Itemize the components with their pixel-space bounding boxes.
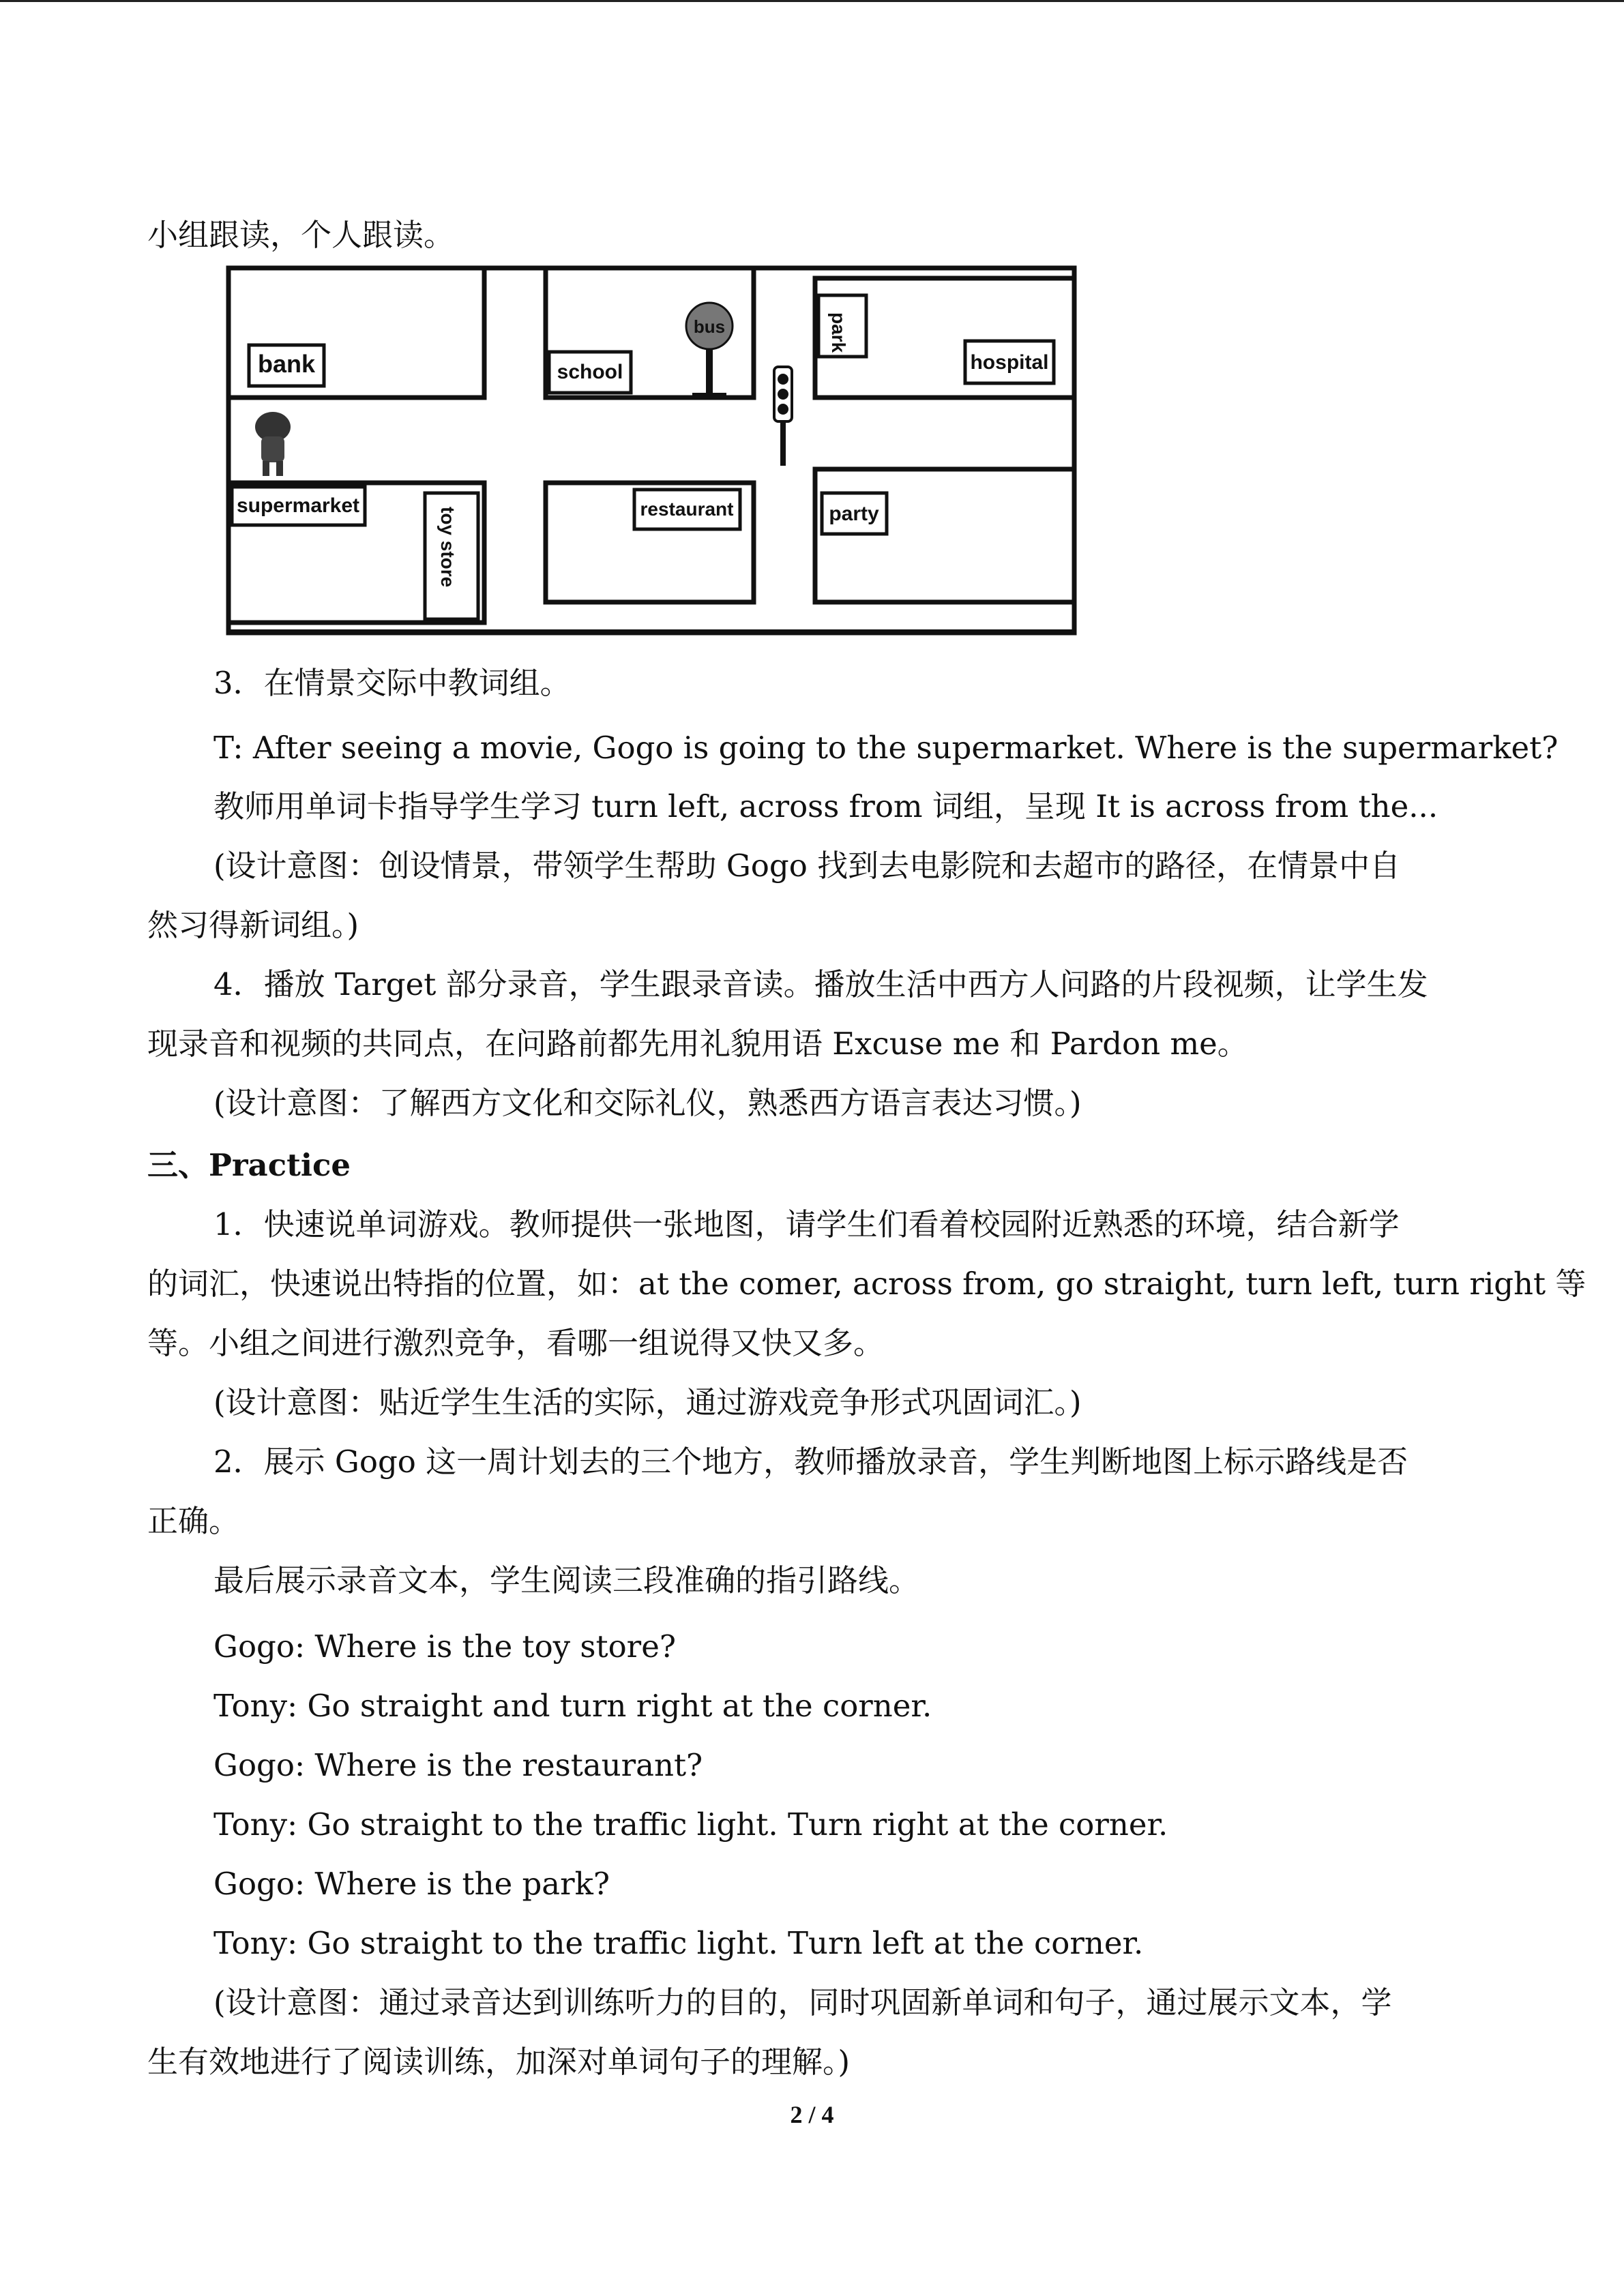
label-party: party [829, 503, 879, 525]
dialogue-line: Tony: Go straight to the traffic light. Turn left at the corner. [213, 1925, 1144, 1961]
top-border [0, 0, 1624, 2]
bus-stop-pole [706, 349, 713, 397]
paragraph-line: 最后展示录音文本，学生阅读三段准确的指引路线。 [213, 1562, 920, 1598]
section-heading: 三、Practice [147, 1147, 351, 1183]
paragraph-line: 2．展示 Gogo 这一周计划去的三个地方，教师播放录音，学生判断地图上标示路线是否 [213, 1444, 1408, 1480]
label-hospital: hospital [970, 351, 1049, 374]
paragraph-line: (设计意图：了解西方文化和交际礼仪，熟悉西方语言表达习惯。) [213, 1085, 1082, 1121]
paragraph-line: 然习得新词组。) [147, 907, 359, 943]
label-supermarket: supermarket [236, 494, 360, 517]
label-bank: bank [257, 350, 316, 378]
paragraph-line: (设计意图：创设情景，带领学生帮助 Gogo 找到去电影院和去超市的路径，在情景中自 [213, 848, 1401, 884]
label-park: park [828, 312, 849, 353]
bus-stop-base [692, 393, 726, 398]
paragraph-line: 生有效地进行了阅读训练，加深对单词句子的理解。) [147, 2044, 851, 2080]
label-toy-store: toy store [437, 507, 458, 588]
dialogue-line: Gogo: Where is the toy store? [213, 1628, 676, 1665]
street-map-figure [222, 258, 1081, 646]
paragraph-line: (设计意图：通过录音达到训练听力的目的，同时巩固新单词和句子，通过展示文本，学 [213, 1984, 1392, 2021]
paragraph-line: 教师用单词卡指导学生学习 turn left, across from 词组，呈现 It is across from the... [213, 788, 1438, 824]
paragraph-line: 的词汇，快速说出特指的位置，如：at the comer, across from, go straight, turn left, turn right 等 [147, 1266, 1586, 1302]
paragraph-line: 4．播放 Target 部分录音，学生跟录音读。播放生活中西方人问路的片段视频，让学生发 [213, 966, 1428, 1002]
paragraph-line: 现录音和视频的共同点，在问路前都先用礼貌用语 Excuse me 和 Pardon me。 [147, 1026, 1248, 1062]
dialogue-line: Tony: Go straight to the traffic light. Turn right at the corner. [213, 1806, 1168, 1843]
paragraph-line: T: After seeing a movie, Gogo is going to the supermarket. Where is the supermarket? [213, 730, 1559, 766]
label-bus: bus [693, 316, 726, 337]
paragraph-line: 3．在情景交际中教词组。 [213, 665, 571, 701]
dialogue-line: Gogo: Where is the park? [213, 1866, 610, 1902]
label-school: school [557, 361, 623, 383]
paragraph-line: (设计意图：贴近学生生活的实际，通过游戏竞争形式巩固词汇。) [213, 1384, 1082, 1420]
dialogue-line: Tony: Go straight and turn right at the corner. [213, 1688, 932, 1724]
page-number: 2 / 4 [790, 2101, 834, 2128]
paragraph-line: 正确。 [147, 1503, 240, 1539]
street-map [222, 258, 1081, 646]
label-restaurant: restaurant [640, 498, 734, 520]
paragraph-line: 1．快速说单词游戏。教师提供一张地图，请学生们看着校园附近熟悉的环境，结合新学 [213, 1206, 1400, 1242]
dialogue-line: Gogo: Where is the restaurant? [213, 1747, 703, 1783]
paragraph-line: 小组跟读，个人跟读。 [147, 217, 455, 253]
paragraph-line: 等。小组之间进行激烈竞争，看哪一组说得又快又多。 [147, 1325, 885, 1361]
